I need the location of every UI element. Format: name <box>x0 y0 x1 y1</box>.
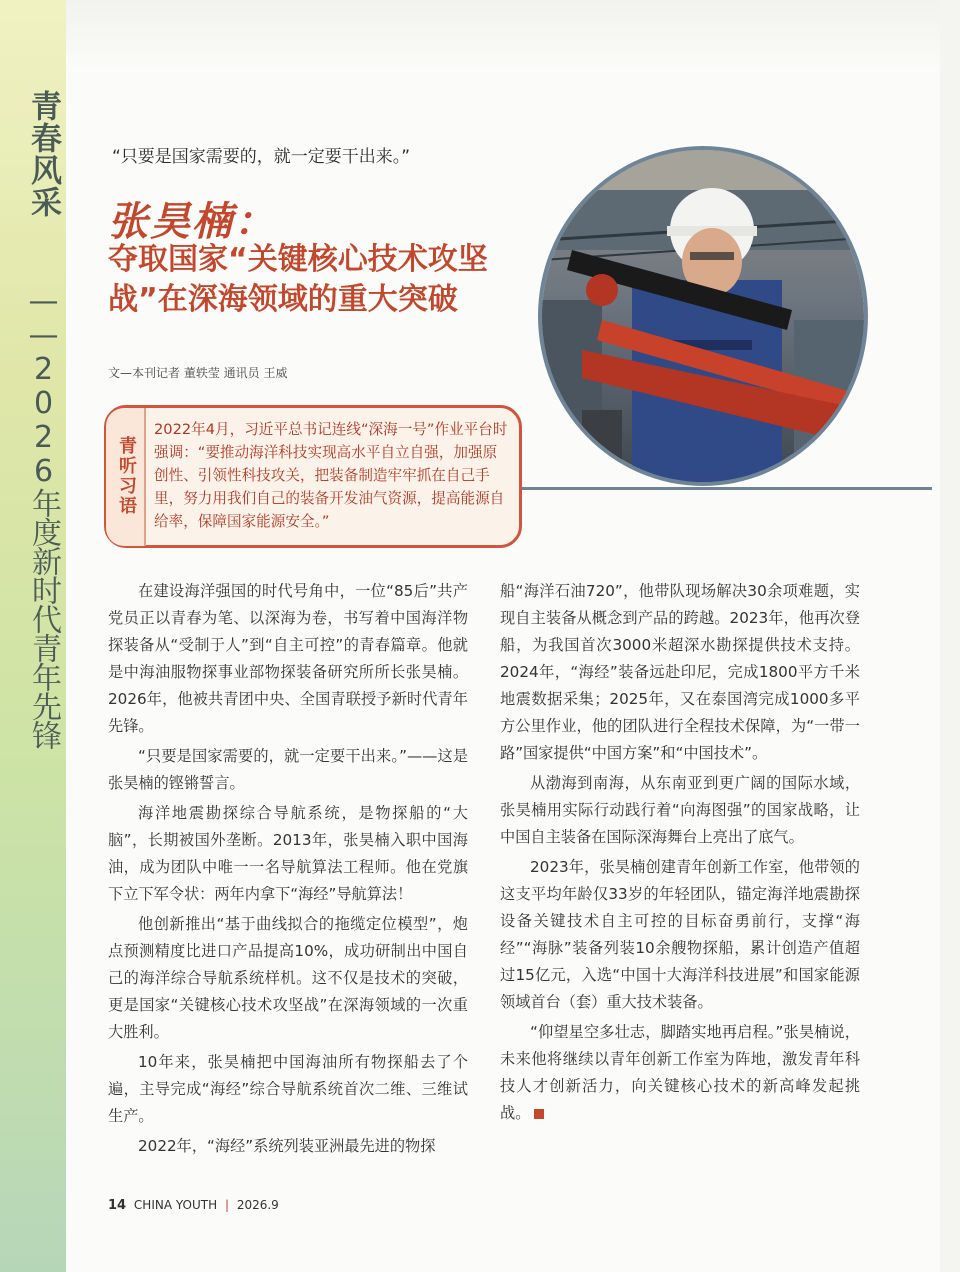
paragraph: 他创新推出“基于曲线拟合的拖缆定位模型”，炮点预测精度比进口产品提高10%，成功研制出中国自己的海洋综合导航系统样机。这不仅是技术的突破，更是国家“关键核心技术攻坚战”在深海领域的一次重大胜利。 <box>108 915 468 1041</box>
portrait-illustration <box>542 150 864 482</box>
body-column-right <box>500 578 860 1130</box>
photo-rule-line <box>522 487 932 490</box>
subject-name: 张昊楠： <box>108 198 276 245</box>
page-footer <box>108 1198 279 1213</box>
magazine-name: CHINA YOUTH <box>133 1198 218 1212</box>
paragraph-continued: 船“海洋石油720”，他带队现场解决30余项难题，实现自主装备从概念到产品的跨越。2023年，他再次登船，为我国首次3000米超深水勘探提供技术支持。2024年，“海经”装备远赴印尼，完成1800平方千米地震数据采集；2025年，又在泰国湾完成1000多平方公里作业，他的团队进行全程技术保障，为“一带一路”国家提供“中国方案”和“中国技术”。 <box>500 582 860 762</box>
body-column-left <box>108 578 468 1163</box>
byline: 文—本刊记者 董轶莹 通讯员 王威 <box>108 366 288 380</box>
article-headline: 夺取国家“关键核心技术攻坚战”在深海领域的重大突破 <box>108 242 488 317</box>
footer-separator: | <box>224 1198 229 1212</box>
callout-tag: 青听习语 <box>116 436 137 516</box>
pull-quote: “只要是国家需要的，就一定要干出来。” <box>112 147 411 167</box>
page-top-strip <box>66 0 960 70</box>
end-mark-icon <box>534 1109 544 1119</box>
page-edge <box>940 0 960 1272</box>
page-number: 14 <box>108 1198 127 1213</box>
column-subtitle: ——2026年度新时代青年先锋 <box>26 284 61 749</box>
paragraph-last <box>500 1019 860 1127</box>
paragraph: 从渤海到南海，从东南亚到更广阔的国际水域，张昊楠用实际行动践行着“向海图强”的国家战略，让中国自主装备在国际深海舞台上亮出了底气。 <box>500 774 860 846</box>
paragraph: 海洋地震勘探综合导航系统，是物探船的“大脑”，长期被国外垄断。2013年，张昊楠入职中国海油，成为团队中唯一一名导航算法工程师。他在党旗下立下军令状：两年内拿下“海经”导航算法！ <box>108 804 468 903</box>
paragraph: 2023年，张昊楠创建青年创新工作室，他带领的这支平均年龄仅33岁的年轻团队，锚定海洋地震勘探设备关键技术自主可控的目标奋勇前行，支撑“海经”“海脉”装备列装10余艘物探船，累计创造产值超过15亿元，入选“中国十大海洋科技进展”和国家能源领域首台（套）重大技术装备。 <box>500 858 860 1011</box>
portrait-photo <box>538 146 868 486</box>
paragraph: 10年来，张昊楠把中国海油所有物探船去了个遍，主导完成“海经”综合导航系统首次二维、三维试生产。 <box>108 1053 468 1125</box>
paragraph: “只要是国家需要的，就一定要干出来。”——这是张昊楠的铿锵誓言。 <box>108 747 468 792</box>
paragraph-last-text: “仰望星空多壮志，脚踏实地再启程。”张昊楠说，未来他将继续以青年创新工作室为阵地，激发青年科技人才创新活力，向关键核心技术的新高峰发起挑战。 <box>500 1023 860 1122</box>
column-title: 青春风采 <box>25 90 61 218</box>
callout-text: 2022年4月，习近平总书记连线“深海一号”作业平台时强调：“要推动海洋科技实现高水平自立自强，加强原创性、引领性科技攻关，把装备制造牢牢抓在自己手里，努力用我们自己的装备开发油气资源，提高能源自给率，保障国家能源安全。” <box>154 421 508 530</box>
issue-number: 2026.9 <box>236 1198 279 1212</box>
paragraph: 在建设海洋强国的时代号角中，一位“85后”共产党员正以青春为笔、以深海为卷，书写着中国海洋物探装备从“受制于人”到“自主可控”的青春篇章。他就是中海油服物探事业部物探装备研究所所长张昊楠。2026年，他被共青团中央、全国青联授予新时代青年先锋。 <box>108 582 468 735</box>
paragraph: 2022年，“海经”系统列装亚洲最先进的物探 <box>138 1137 436 1155</box>
